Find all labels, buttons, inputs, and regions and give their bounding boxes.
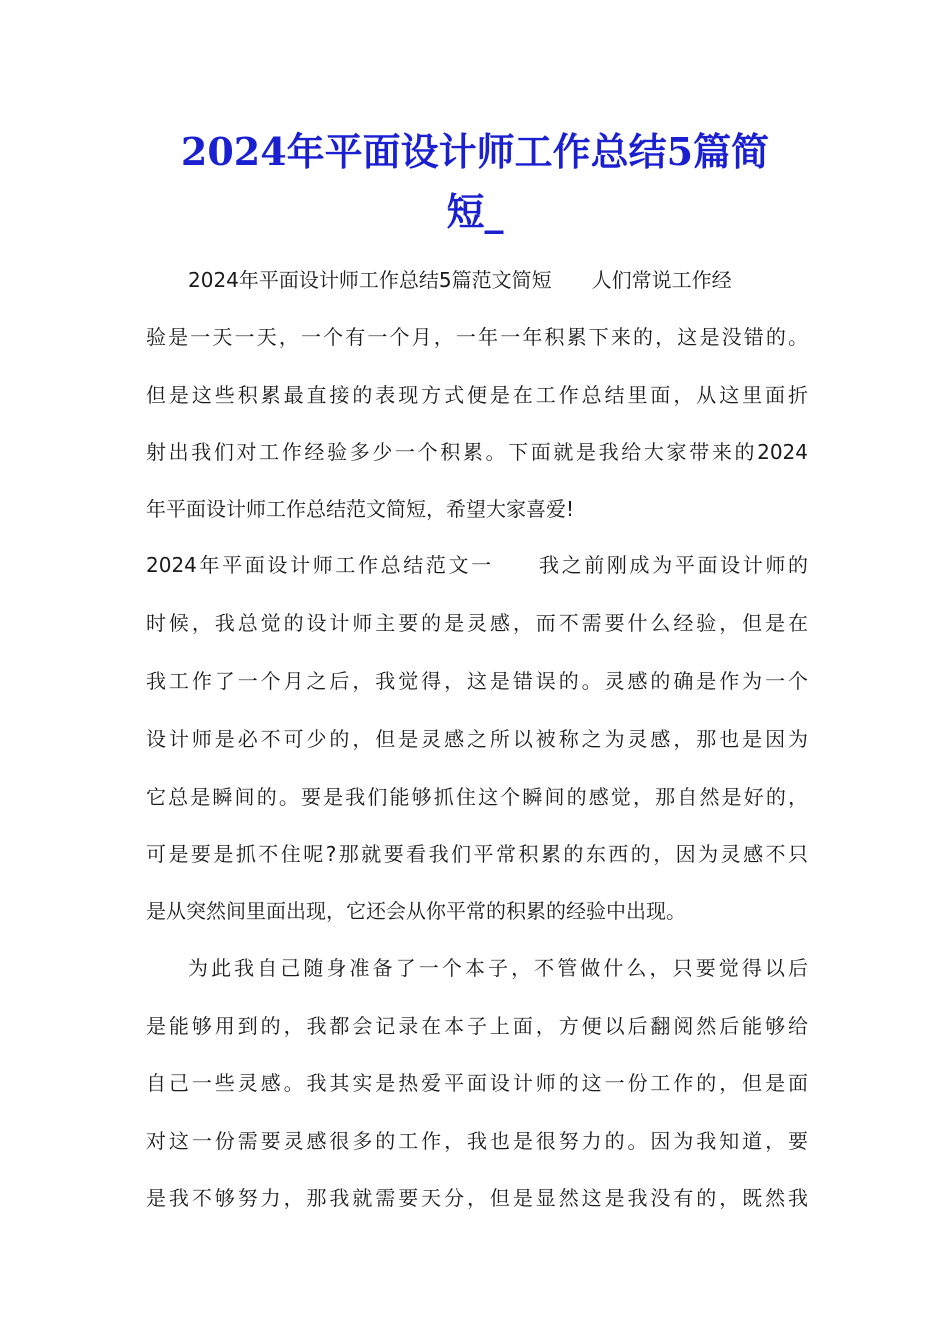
paragraph-line: 我工作了一个月之后，我觉得，这是错误的。灵感的确是作为一个 [146, 669, 808, 693]
paragraph-line: 是从突然间里面出现，它还会从你平常的积累的经验中出现。 [146, 899, 686, 923]
paragraph-line: 但是这些积累最直接的表现方式便是在工作总结里面，从这里面折 [146, 383, 808, 407]
paragraph-line: 可是要是抓不住呢?那就要看我们平常积累的东西的，因为灵感不只 [146, 842, 808, 866]
paragraph-line: 设计师是必不可少的，但是灵感之所以被称之为灵感，那也是因为 [146, 727, 808, 751]
paragraph-line: 年平面设计师工作总结范文简短，希望大家喜爱! [146, 497, 575, 521]
paragraph-line: 是我不够努力，那我就需要天分，但是显然这是我没有的，既然我 [146, 1186, 808, 1210]
paragraph-line: 2024年平面设计师工作总结范文一 我之前刚成为平面设计师的 [146, 553, 808, 577]
paragraph-line: 它总是瞬间的。要是我们能够抓住这个瞬间的感觉，那自然是好的， [146, 785, 808, 809]
paragraph-line: 2024年平面设计师工作总结5篇范文简短 人们常说工作经 [188, 268, 732, 292]
paragraph-line: 时候，我总觉的设计师主要的是灵感，而不需要什么经验，但是在 [146, 611, 808, 635]
paragraph-line: 是能够用到的，我都会记录在本子上面，方便以后翻阅然后能够给 [146, 1014, 808, 1038]
document-title-line-2: 短_ [446, 189, 504, 234]
paragraph-line: 射出我们对工作经验多少一个积累。下面就是我给大家带来的2024 [146, 440, 808, 464]
paragraph-line: 自己一些灵感。我其实是热爱平面设计师的这一份工作的，但是面 [146, 1071, 808, 1095]
paragraph-line: 为此我自己随身准备了一个本子，不管做什么，只要觉得以后 [188, 956, 808, 980]
document-title-line-1: 2024年平面设计师工作总结5篇简 [180, 129, 770, 174]
paragraph-line: 对这一份需要灵感很多的工作，我也是很努力的。因为我知道，要 [146, 1129, 808, 1153]
paragraph-line: 验是一天一天，一个有一个月，一年一年积累下来的，这是没错的。 [146, 325, 808, 349]
